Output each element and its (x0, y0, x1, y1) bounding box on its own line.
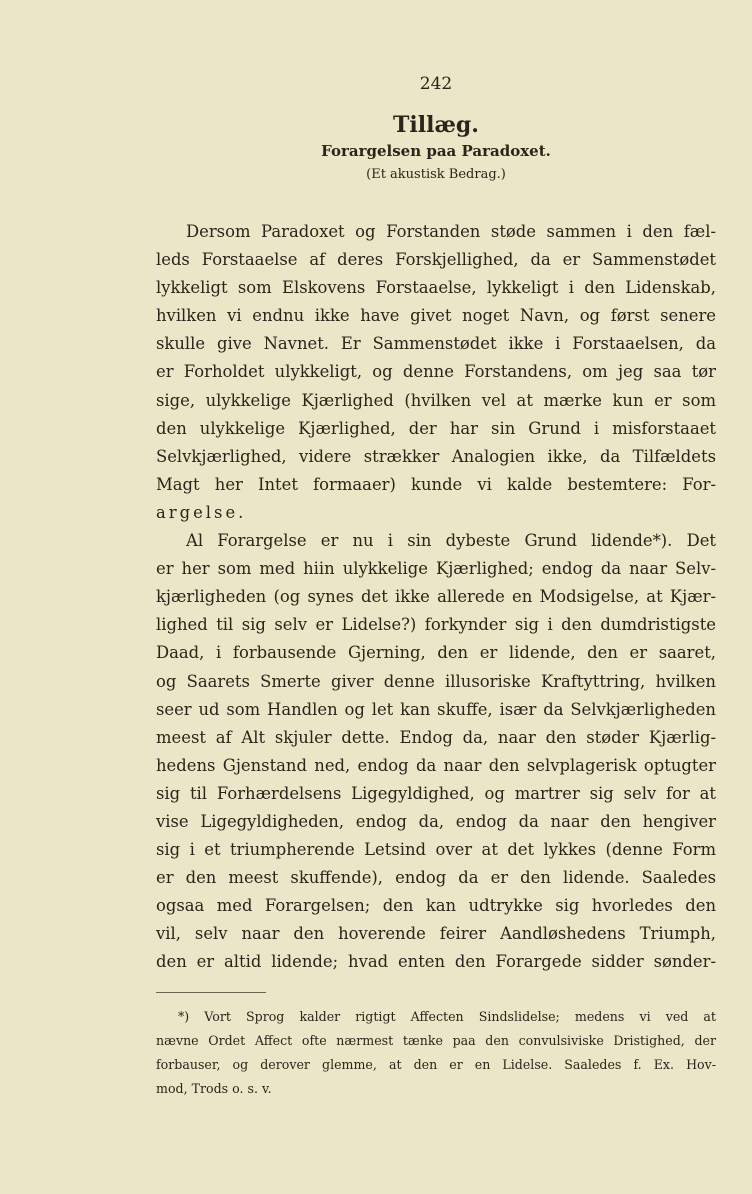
text-line: hedens Gjenstand ned, endog da naar den selvplagerisk optugter (156, 755, 716, 775)
section-title: Tillæg. (393, 112, 479, 138)
text-line: er den meest skuffende), endog da er den lidende. Saaledes (156, 868, 716, 888)
text-line: argelse. (156, 502, 247, 522)
text-line: Daad, i forbausende Gjerning, den er lidende, den er saaret, (156, 643, 716, 663)
text-line: meest af Alt skjuler dette. Endog da, naar den støder Kjærlig- (156, 727, 716, 747)
body-text (156, 218, 716, 977)
text-line: vise Ligegyldigheden, endog da, endog da naar den hengiver (156, 811, 716, 831)
text-line: og Saarets Smerte giver denne illusoriske Kraftyttring, hvilken (156, 671, 716, 691)
footnote-line: nævne Ordet Affect ofte nærmest tænke paa den convulsiviske Dristighed, der (156, 1033, 716, 1048)
text-line: Dersom Paradoxet og Forstanden støde sammen i den fæl- (186, 222, 716, 241)
text-line: sige, ulykkelige Kjærlighed (hvilken vel at mærke kun er som (156, 390, 716, 410)
text-line: sig til Forhærdelsens Ligegyldighed, og martrer sig selv for at (156, 783, 716, 803)
text-line: er Forholdet ulykkeligt, og denne Forstandens, om jeg saa tør (156, 362, 716, 382)
text-line: vil, selv naar den hoverende feirer Aandløshedens Triumph, (156, 924, 716, 944)
footnote-line: forbauser, og derover glemme, at den er en Lidelse. Saaledes f. Ex. Hov- (156, 1057, 716, 1072)
text-line: lykkeligt som Elskovens Forstaaelse, lykkeligt i den Lidenskab, (156, 278, 716, 298)
text-line: den er altid lidende; hvad enten den Forargede sidder sønder- (156, 952, 716, 972)
text-line: seer ud som Handlen og let kan skuffe, især da Selvkjærligheden (156, 699, 716, 719)
footnote (156, 1005, 716, 1101)
text-line: hvilken vi endnu ikke have givet noget Navn, og først senere (156, 306, 716, 326)
text-line: er her som med hiin ulykkelige Kjærlighed; endog da naar Selv- (156, 559, 716, 579)
text-line: Al Forargelse er nu i sin dybeste Grund lidende*). Det (186, 531, 716, 551)
section-subtitle: Forargelsen paa Paradoxet. (321, 142, 551, 160)
footnote-line: *) Vort Sprog kalder rigtigt Affecten Sindslidelse; medens vi ved at (178, 1009, 716, 1024)
section-subsubtitle: (Et akustisk Bedrag.) (366, 167, 506, 182)
text-line: lighed til sig selv er Lidelse?) forkynder sig i den dumdristigste (156, 615, 716, 635)
text-line: sig i et triumpherende Letsind over at det lykkes (denne Form (156, 840, 716, 860)
text-line: kjærligheden (og synes det ikke allerede en Modsigelse, at Kjær- (156, 587, 716, 607)
page-number: 242 (419, 74, 453, 94)
footnote-line: mod, Trods o. s. v. (156, 1081, 272, 1096)
text-line: Selvkjærlighed, videre strækker Analogien ikke, da Tilfældets (156, 446, 716, 466)
text-line: skulle give Navnet. Er Sammenstødet ikke i Forstaaelsen, da (156, 334, 716, 354)
text-line: leds Forstaaelse af deres Forskjellighed, da er Sammenstødet (156, 250, 716, 270)
text-line: Magt her Intet formaaer) kunde vi kalde bestemtere: For- (156, 474, 716, 494)
footnote-divider (156, 992, 266, 993)
text-line: den ulykkelige Kjærlighed, der har sin Grund i misforstaaet (156, 418, 716, 438)
text-line: ogsaa med Forargelsen; den kan udtrykke sig hvorledes den (156, 896, 716, 916)
